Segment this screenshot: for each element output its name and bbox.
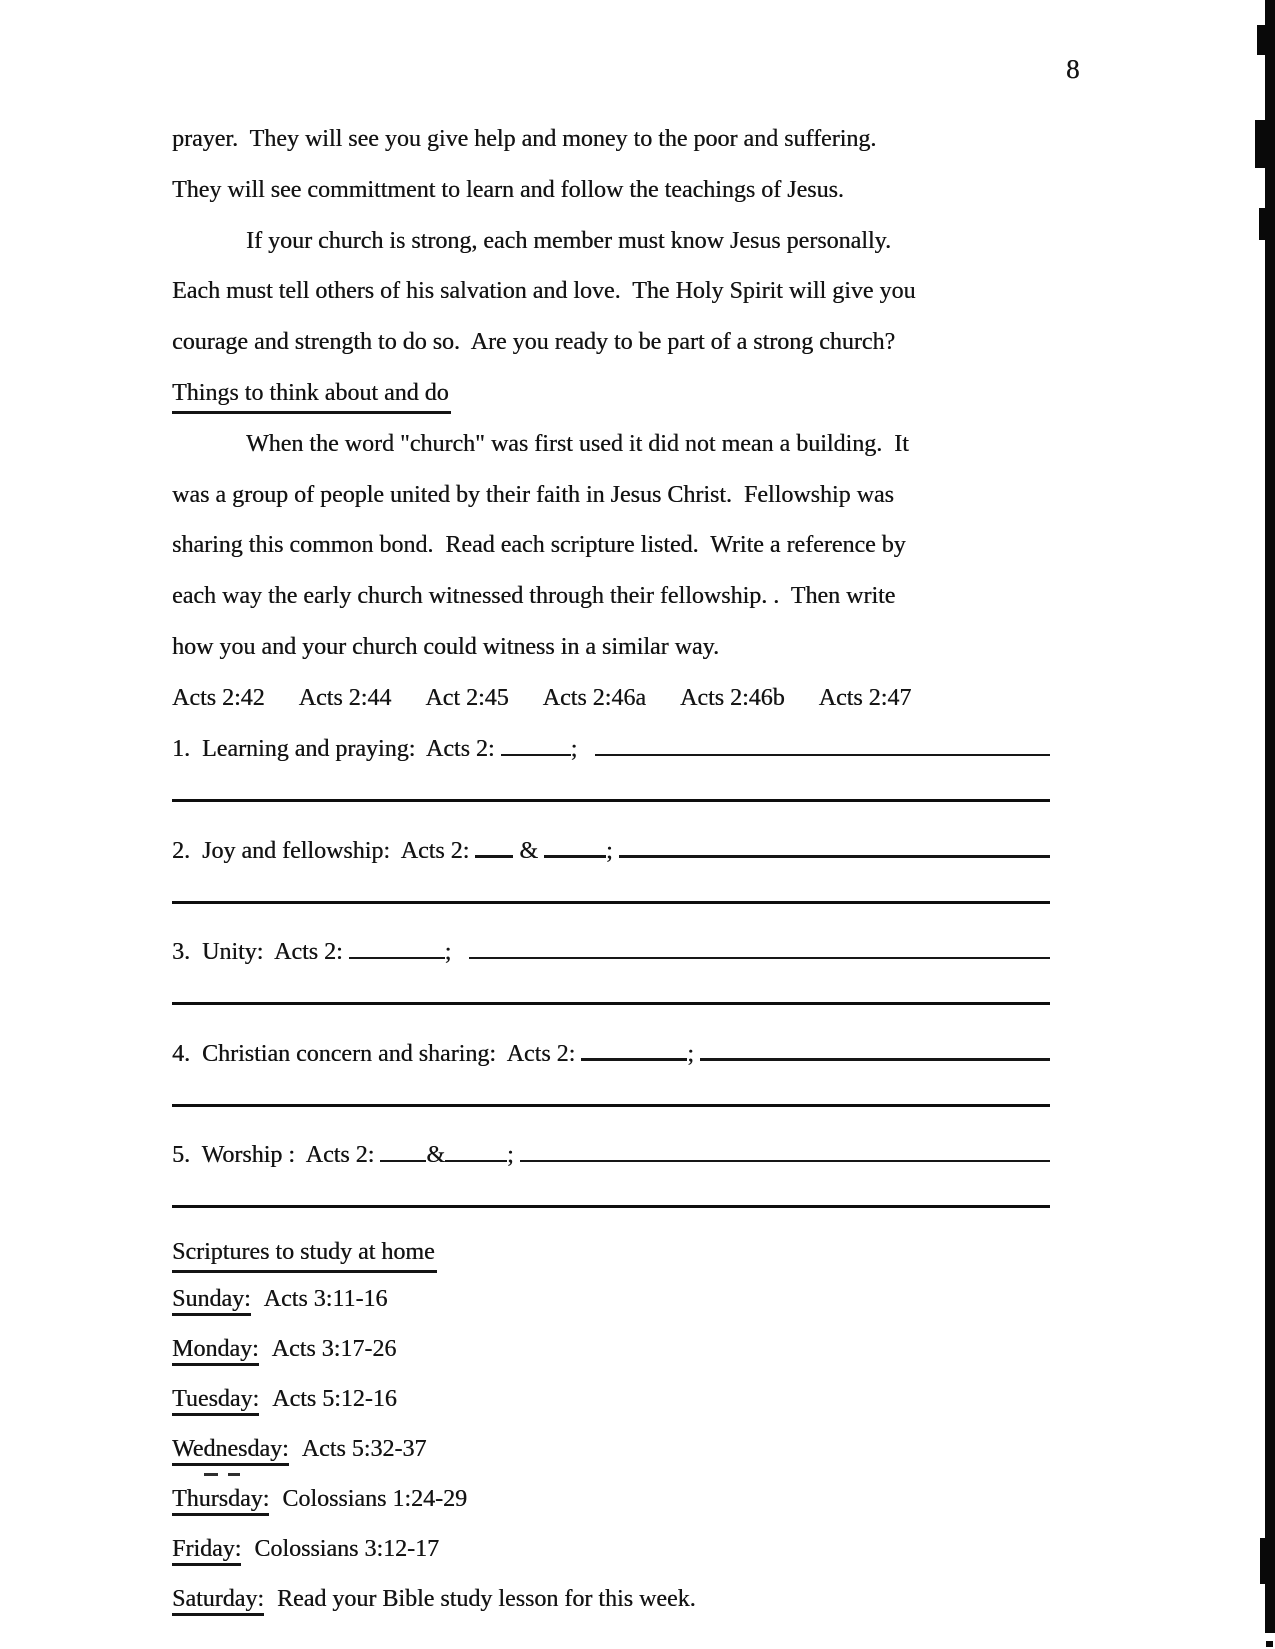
text-line: courage and strength to do so. Are you ready to be part of a strong church? [172, 329, 896, 356]
acts-reference: Act 2:45 [425, 684, 509, 711]
worksheet-item-text: ; [506, 1142, 520, 1168]
fill-in-blank [581, 1058, 687, 1061]
text-line: was a group of people united by their faith in Jesus Christ. Fellowship was [172, 481, 894, 508]
worksheet-item-line [172, 1139, 1050, 1172]
worksheet-item [172, 936, 1050, 1038]
text-line: They will see committment to learn and follow the teachings of Jesus. [172, 176, 844, 203]
acts-reference: Acts 2:46b [679, 684, 785, 711]
fill-in-blank [475, 855, 513, 858]
text-line: When the word "church" was first used it did not mean a building. It [246, 430, 909, 457]
text-line: If your church is strong, each member must know Jesus personally. [246, 227, 891, 254]
worksheet-item-text: 3. Unity: Acts 2: [172, 939, 349, 965]
worksheet-item [172, 1139, 1050, 1241]
paragraph-witness [172, 123, 1050, 225]
daily-reading-row [172, 1383, 696, 1433]
fill-in-blank [544, 855, 606, 858]
paragraph-church-meaning [172, 428, 1050, 682]
answer-line [172, 1002, 1050, 1005]
worksheet-item [172, 733, 1050, 835]
heading-scriptures-text: Scriptures to study at home [172, 1236, 437, 1273]
day-label: Sunday: [172, 1286, 251, 1316]
day-reading: Colossians 1:24-29 [282, 1486, 467, 1512]
worksheet-item-text: ; [570, 736, 596, 762]
day-reading: Acts 3:11-16 [263, 1286, 388, 1312]
scan-artifact-dash [228, 1473, 240, 1476]
fill-in-blank [380, 1160, 426, 1163]
day-label: Saturday: [172, 1586, 264, 1616]
text-line: prayer. They will see you give help and money to the poor and suffering. [172, 126, 877, 152]
text-line: each way the early church witnessed through their fellowship. . Then write [172, 583, 896, 610]
day-label: Friday: [172, 1536, 241, 1566]
scan-artifact [1260, 1538, 1266, 1584]
text-line: sharing this common bond. Read each scripture listed. Write a reference by [172, 532, 906, 559]
worksheet-item-text: 5. Worship : Acts 2: [172, 1142, 381, 1168]
worksheet-item-text: ; [606, 837, 619, 864]
acts-reference-row [172, 682, 1050, 733]
day-reading: Acts 5:12-16 [272, 1386, 397, 1412]
worksheet-item-text: ; [444, 939, 470, 965]
acts-reference: Acts 2:42 [172, 684, 265, 711]
fill-in-blank [445, 1160, 507, 1163]
fill-in-blank [595, 754, 1050, 757]
worksheet-item-line [172, 1038, 1050, 1071]
answer-line [172, 901, 1050, 904]
worksheet-item [172, 835, 1050, 937]
heading-things-to-think [172, 377, 1050, 428]
fill-in-blank [619, 855, 1050, 858]
fill-in-blank [349, 957, 445, 960]
worksheet-item-line [172, 936, 1050, 969]
page-number: 8 [1066, 54, 1080, 84]
daily-reading-row [172, 1483, 696, 1533]
daily-reading-row [172, 1433, 696, 1483]
fill-in-blank [700, 1058, 1050, 1061]
scan-artifact [1259, 208, 1266, 240]
worksheet-item-text: & [513, 837, 544, 864]
daily-reading-row [172, 1533, 696, 1583]
answer-line [172, 1104, 1050, 1107]
worksheet-item-text: ; [687, 1040, 700, 1067]
daily-readings-list [172, 1283, 696, 1633]
day-reading: Colossians 3:12-17 [254, 1536, 440, 1562]
worksheet-item-text: 4. Christian concern and sharing: Acts 2: [172, 1040, 582, 1067]
day-label: Thursday: [172, 1486, 269, 1516]
document-body [172, 123, 1050, 733]
fill-in-blank [520, 1160, 1050, 1163]
heading-scriptures-to-study [172, 1236, 437, 1273]
scan-artifact [1266, 1641, 1273, 1647]
day-label: Monday: [172, 1336, 259, 1366]
worksheet-item-text: & [426, 1142, 445, 1168]
text-line: how you and your church could witness in a similar way. [172, 633, 719, 660]
worksheet-item-text: 1. Learning and praying: Acts 2: [172, 736, 501, 762]
daily-reading-row [172, 1583, 696, 1633]
scan-edge-bar [1265, 0, 1275, 1633]
heading-things-to-think-text: Things to think about and do [172, 377, 451, 414]
day-label: Tuesday: [172, 1386, 259, 1416]
fill-in-blank [501, 754, 571, 757]
paragraph-strong-church [172, 225, 1050, 377]
scan-artifact [1257, 25, 1266, 55]
scan-artifact [1255, 120, 1266, 168]
day-reading: Read your Bible study lesson for this week. [276, 1586, 696, 1612]
worksheet-item-line [172, 733, 1050, 766]
worksheet-item-text: 2. Joy and fellowship: Acts 2: [172, 837, 476, 864]
worksheet-item-line [172, 835, 1050, 868]
scan-artifact-dash [204, 1473, 218, 1476]
daily-reading-row [172, 1333, 696, 1383]
answer-line [172, 799, 1050, 802]
answer-line [172, 1205, 1050, 1208]
acts-reference: Acts 2:46a [542, 684, 646, 711]
worksheet-item [172, 1038, 1050, 1140]
day-reading: Acts 3:17-26 [271, 1336, 397, 1362]
acts-reference: Acts 2:44 [298, 684, 392, 711]
acts-reference: Acts 2:47 [818, 684, 912, 711]
day-reading: Acts 5:32-37 [301, 1436, 427, 1462]
day-label: Wednesday: [172, 1436, 289, 1466]
daily-reading-row [172, 1283, 696, 1333]
worksheet-items [172, 733, 1050, 1241]
text-line: Each must tell others of his salvation and love. The Holy Spirit will give you [172, 278, 916, 305]
fill-in-blank [469, 957, 1050, 960]
